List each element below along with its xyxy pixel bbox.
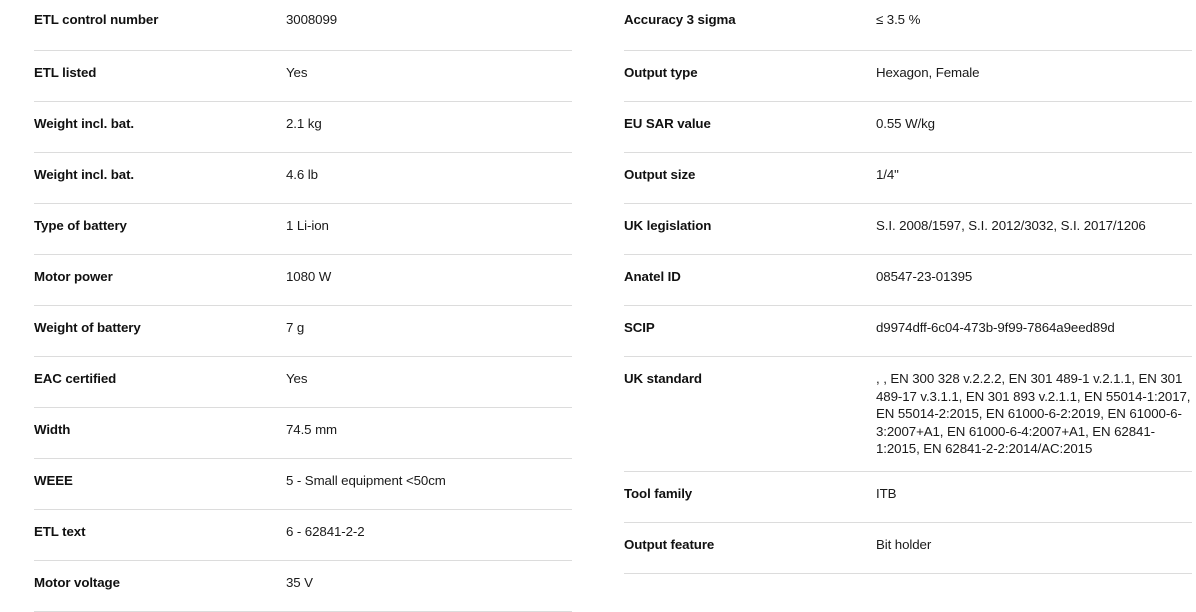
spec-label: UK legislation (624, 218, 712, 233)
spec-value: 6 - 62841-2-2 (286, 524, 365, 539)
spec-value: Yes (286, 65, 308, 80)
table-row (34, 306, 572, 357)
spec-value: 1080 W (286, 269, 332, 284)
spec-label: Motor power (34, 269, 113, 284)
table-row (624, 306, 1192, 357)
table-row (624, 204, 1192, 255)
spec-label: Weight incl. bat. (34, 116, 135, 131)
table-row (34, 102, 572, 153)
spec-label: Output feature (624, 536, 715, 552)
spec-value: ITB (876, 485, 897, 501)
table-row (624, 0, 1192, 51)
spec-label: Weight of battery (34, 320, 141, 335)
table-row (34, 204, 572, 255)
table-row (624, 357, 1192, 472)
spec-value: 35 V (286, 575, 313, 590)
table-row (34, 153, 572, 204)
spec-value: 1 Li-ion (286, 218, 329, 233)
table-row (624, 523, 1192, 574)
spec-value: Hexagon, Female (876, 65, 980, 80)
table-row (34, 459, 572, 510)
spec-label: Motor voltage (34, 575, 120, 590)
spec-value: 7 g (286, 320, 305, 335)
spec-label: EAC certified (34, 371, 117, 386)
spec-label: ETL text (34, 524, 86, 539)
spec-label: Accuracy 3 sigma (624, 12, 736, 27)
spec-label: Weight incl. bat. (34, 167, 135, 182)
spec-label: Anatel ID (624, 269, 681, 284)
spec-label: EU SAR value (624, 116, 711, 131)
spec-label: Tool family (624, 485, 693, 501)
spec-value: Bit holder (876, 536, 932, 552)
spec-value: 2.1 kg (286, 116, 322, 131)
spec-label: SCIP (624, 320, 655, 335)
spec-value: d9974dff-6c04-473b-9f99-7864a9eed89d (876, 320, 1115, 335)
spec-value: 74.5 mm (286, 422, 338, 437)
spec-label: Width (34, 422, 71, 437)
spec-label: Output size (624, 167, 696, 182)
table-row (624, 153, 1192, 204)
spec-value: , , EN 300 328 v.2.2.2, EN 301 489-1 v.2.1.1, EN 301 489-17 v.3.1.1, EN 301 893 v.2.1.1, EN 55014-1:2017, EN 55014-2:2015, EN 61000-6-2:2019, EN 61000-6-3:2007+A1, EN 61000-6-4:2007+A1, EN 62841-1:2015, EN 62841-2-2:2014/AC:2015 (876, 371, 1191, 456)
spec-label: ETL control number (34, 12, 159, 27)
spec-label: ETL listed (34, 65, 97, 80)
spec-label: UK standard (624, 371, 702, 386)
table-row (624, 102, 1192, 153)
table-row (34, 510, 572, 561)
spec-value: 08547-23-01395 (876, 269, 973, 284)
table-row (34, 561, 572, 612)
spec-label: WEEE (34, 473, 73, 488)
table-row (34, 255, 572, 306)
spec-column-right (598, 0, 1196, 612)
spec-value: 4.6 lb (286, 167, 318, 182)
spec-value: ≤ 3.5 % (876, 12, 921, 27)
spec-value: 3008099 (286, 12, 338, 27)
table-row (34, 51, 572, 102)
spec-value: 1/4" (876, 167, 899, 182)
table-row (624, 255, 1192, 306)
spec-value: 0.55 W/kg (876, 116, 935, 131)
table-row (34, 0, 572, 51)
spec-value: Yes (286, 371, 308, 386)
spec-label: Type of battery (34, 218, 127, 233)
spec-value: 5 - Small equipment <50cm (286, 473, 446, 488)
spec-value: S.I. 2008/1597, S.I. 2012/3032, S.I. 2017/1206 (876, 218, 1146, 233)
table-row (624, 51, 1192, 102)
table-row (34, 408, 572, 459)
spec-label: Output type (624, 65, 698, 80)
table-row (624, 472, 1192, 523)
table-row (34, 357, 572, 408)
